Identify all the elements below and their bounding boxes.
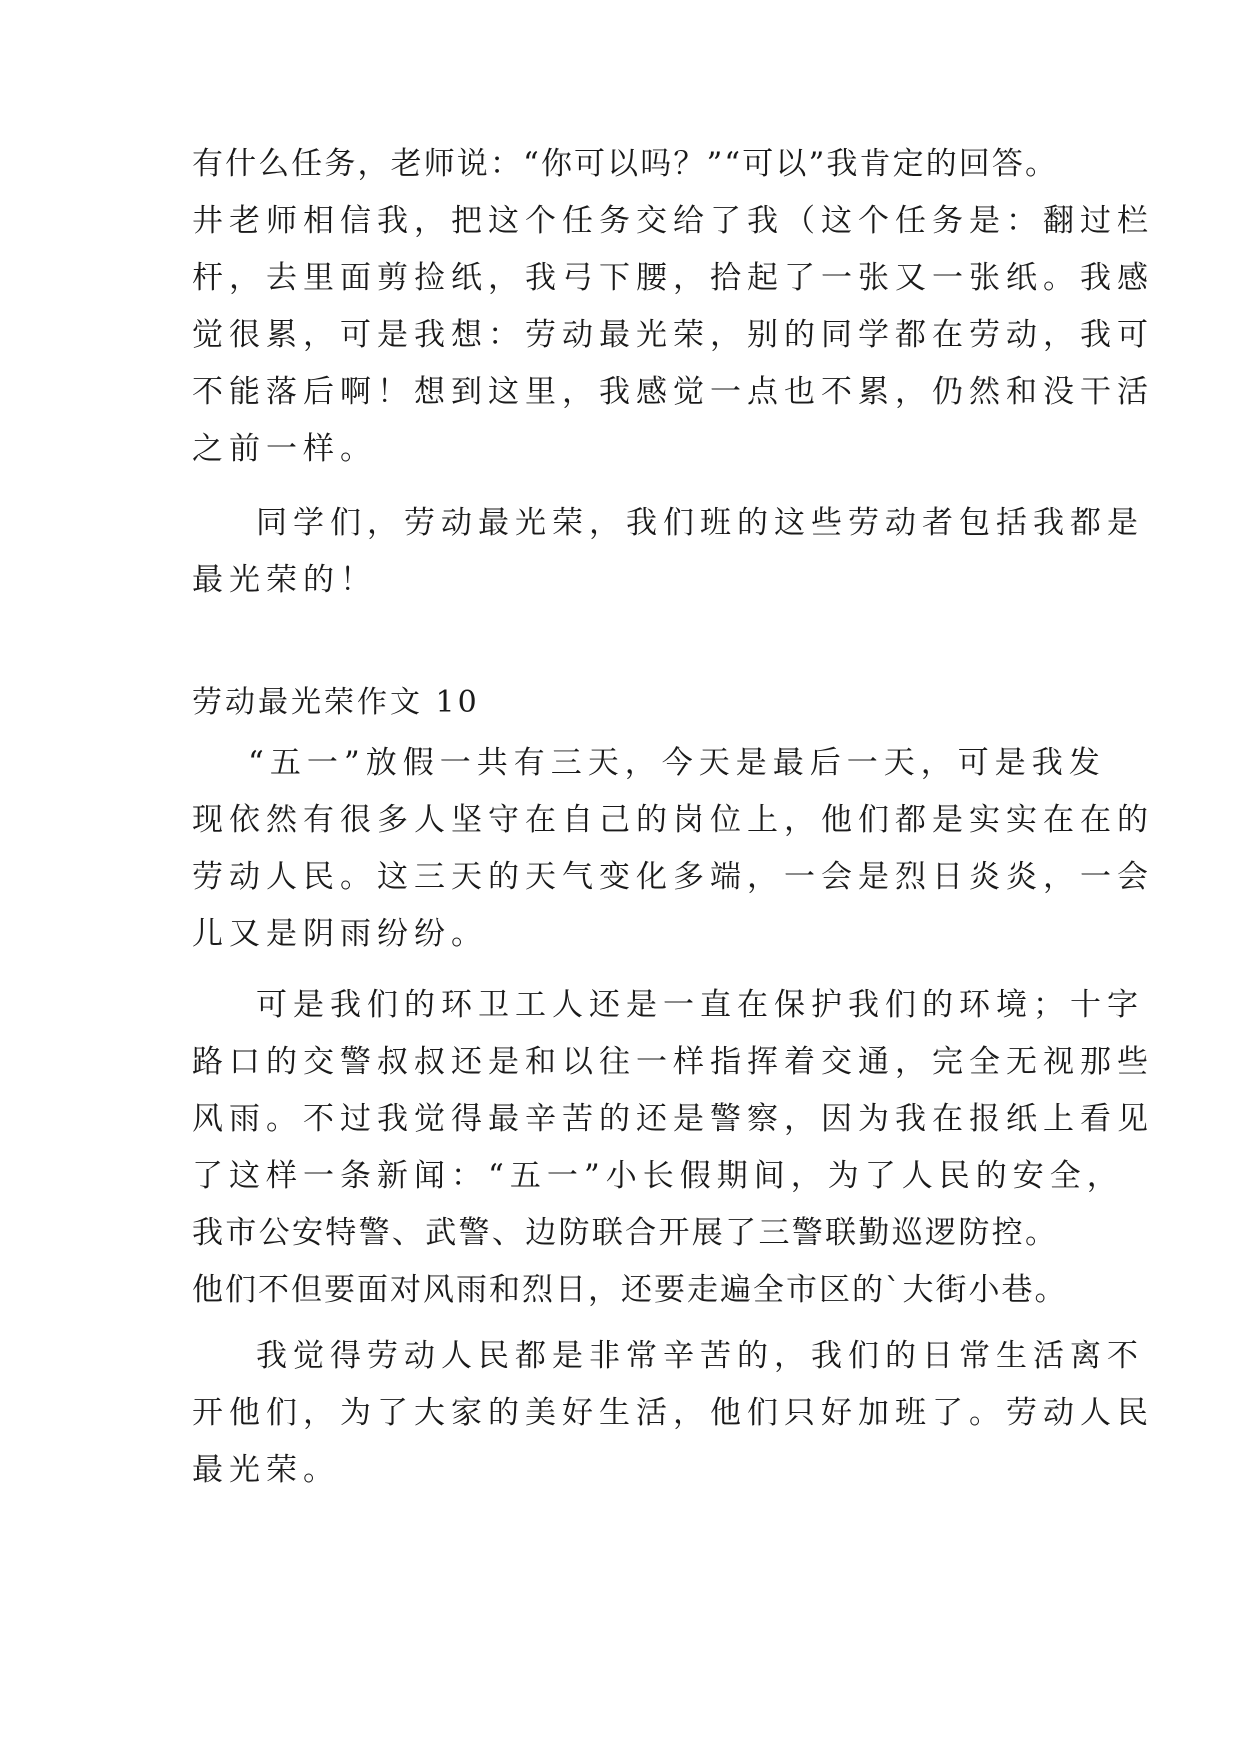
paragraph-line: “五一”放假一共有三天，今天是最后一天，可是我发	[248, 745, 1106, 781]
paragraph-line: 之前一样。	[192, 431, 377, 467]
paragraph-line: 我觉得劳动人民都是非常辛苦的，我们的日常生活离不	[256, 1338, 1144, 1374]
paragraph-line: 同学们，劳动最光荣，我们班的这些劳动者包括我都是	[256, 505, 1144, 541]
paragraph-line: 他们不但要面对风雨和烈日，还要走遍全市区的`大街小巷。	[192, 1272, 1068, 1308]
paragraph-line: 觉很累，可是我想：劳动最光荣，别的同学都在劳动，我可	[192, 317, 1154, 353]
paragraph-line: 路口的交警叔叔还是和以往一样指挥着交通，完全无视那些	[192, 1044, 1154, 1080]
paragraph-line: 了这样一条新闻：“五一”小长假期间，为了人民的安全，	[192, 1158, 1124, 1194]
paragraph-line: 可是我们的环卫工人还是一直在保护我们的环境；十字	[256, 987, 1144, 1023]
section-title: 劳动最光荣作文 10	[192, 685, 480, 720]
paragraph-line: 现依然有很多人坚守在自己的岗位上，他们都是实实在在的	[192, 802, 1154, 838]
paragraph-line: 开他们，为了大家的美好生活，他们只好加班了。劳动人民	[192, 1395, 1154, 1431]
paragraph-line: 杆，去里面剪捡纸，我弓下腰，拾起了一张又一张纸。我感	[192, 260, 1154, 296]
paragraph-line: 最光荣。	[192, 1452, 340, 1488]
paragraph-line: 儿又是阴雨纷纷。	[192, 916, 488, 952]
paragraph-line: 井老师相信我，把这个任务交给了我（这个任务是：翻过栏	[192, 203, 1154, 239]
paragraph-line: 最光荣的！	[192, 562, 377, 598]
paragraph-line: 劳动人民。这三天的天气变化多端，一会是烈日炎炎，一会	[192, 859, 1154, 895]
paragraph-line: 不能落后啊！想到这里，我感觉一点也不累，仍然和没干活	[192, 374, 1154, 410]
paragraph-line: 风雨。不过我觉得最辛苦的还是警察，因为我在报纸上看见	[192, 1101, 1154, 1137]
paragraph-line: 我市公安特警、武警、边防联合开展了三警联勤巡逻防控。	[192, 1215, 1058, 1251]
paragraph-line: 有什么任务，老师说：“你可以吗？”“可以”我肯定的回答。	[192, 146, 1058, 182]
